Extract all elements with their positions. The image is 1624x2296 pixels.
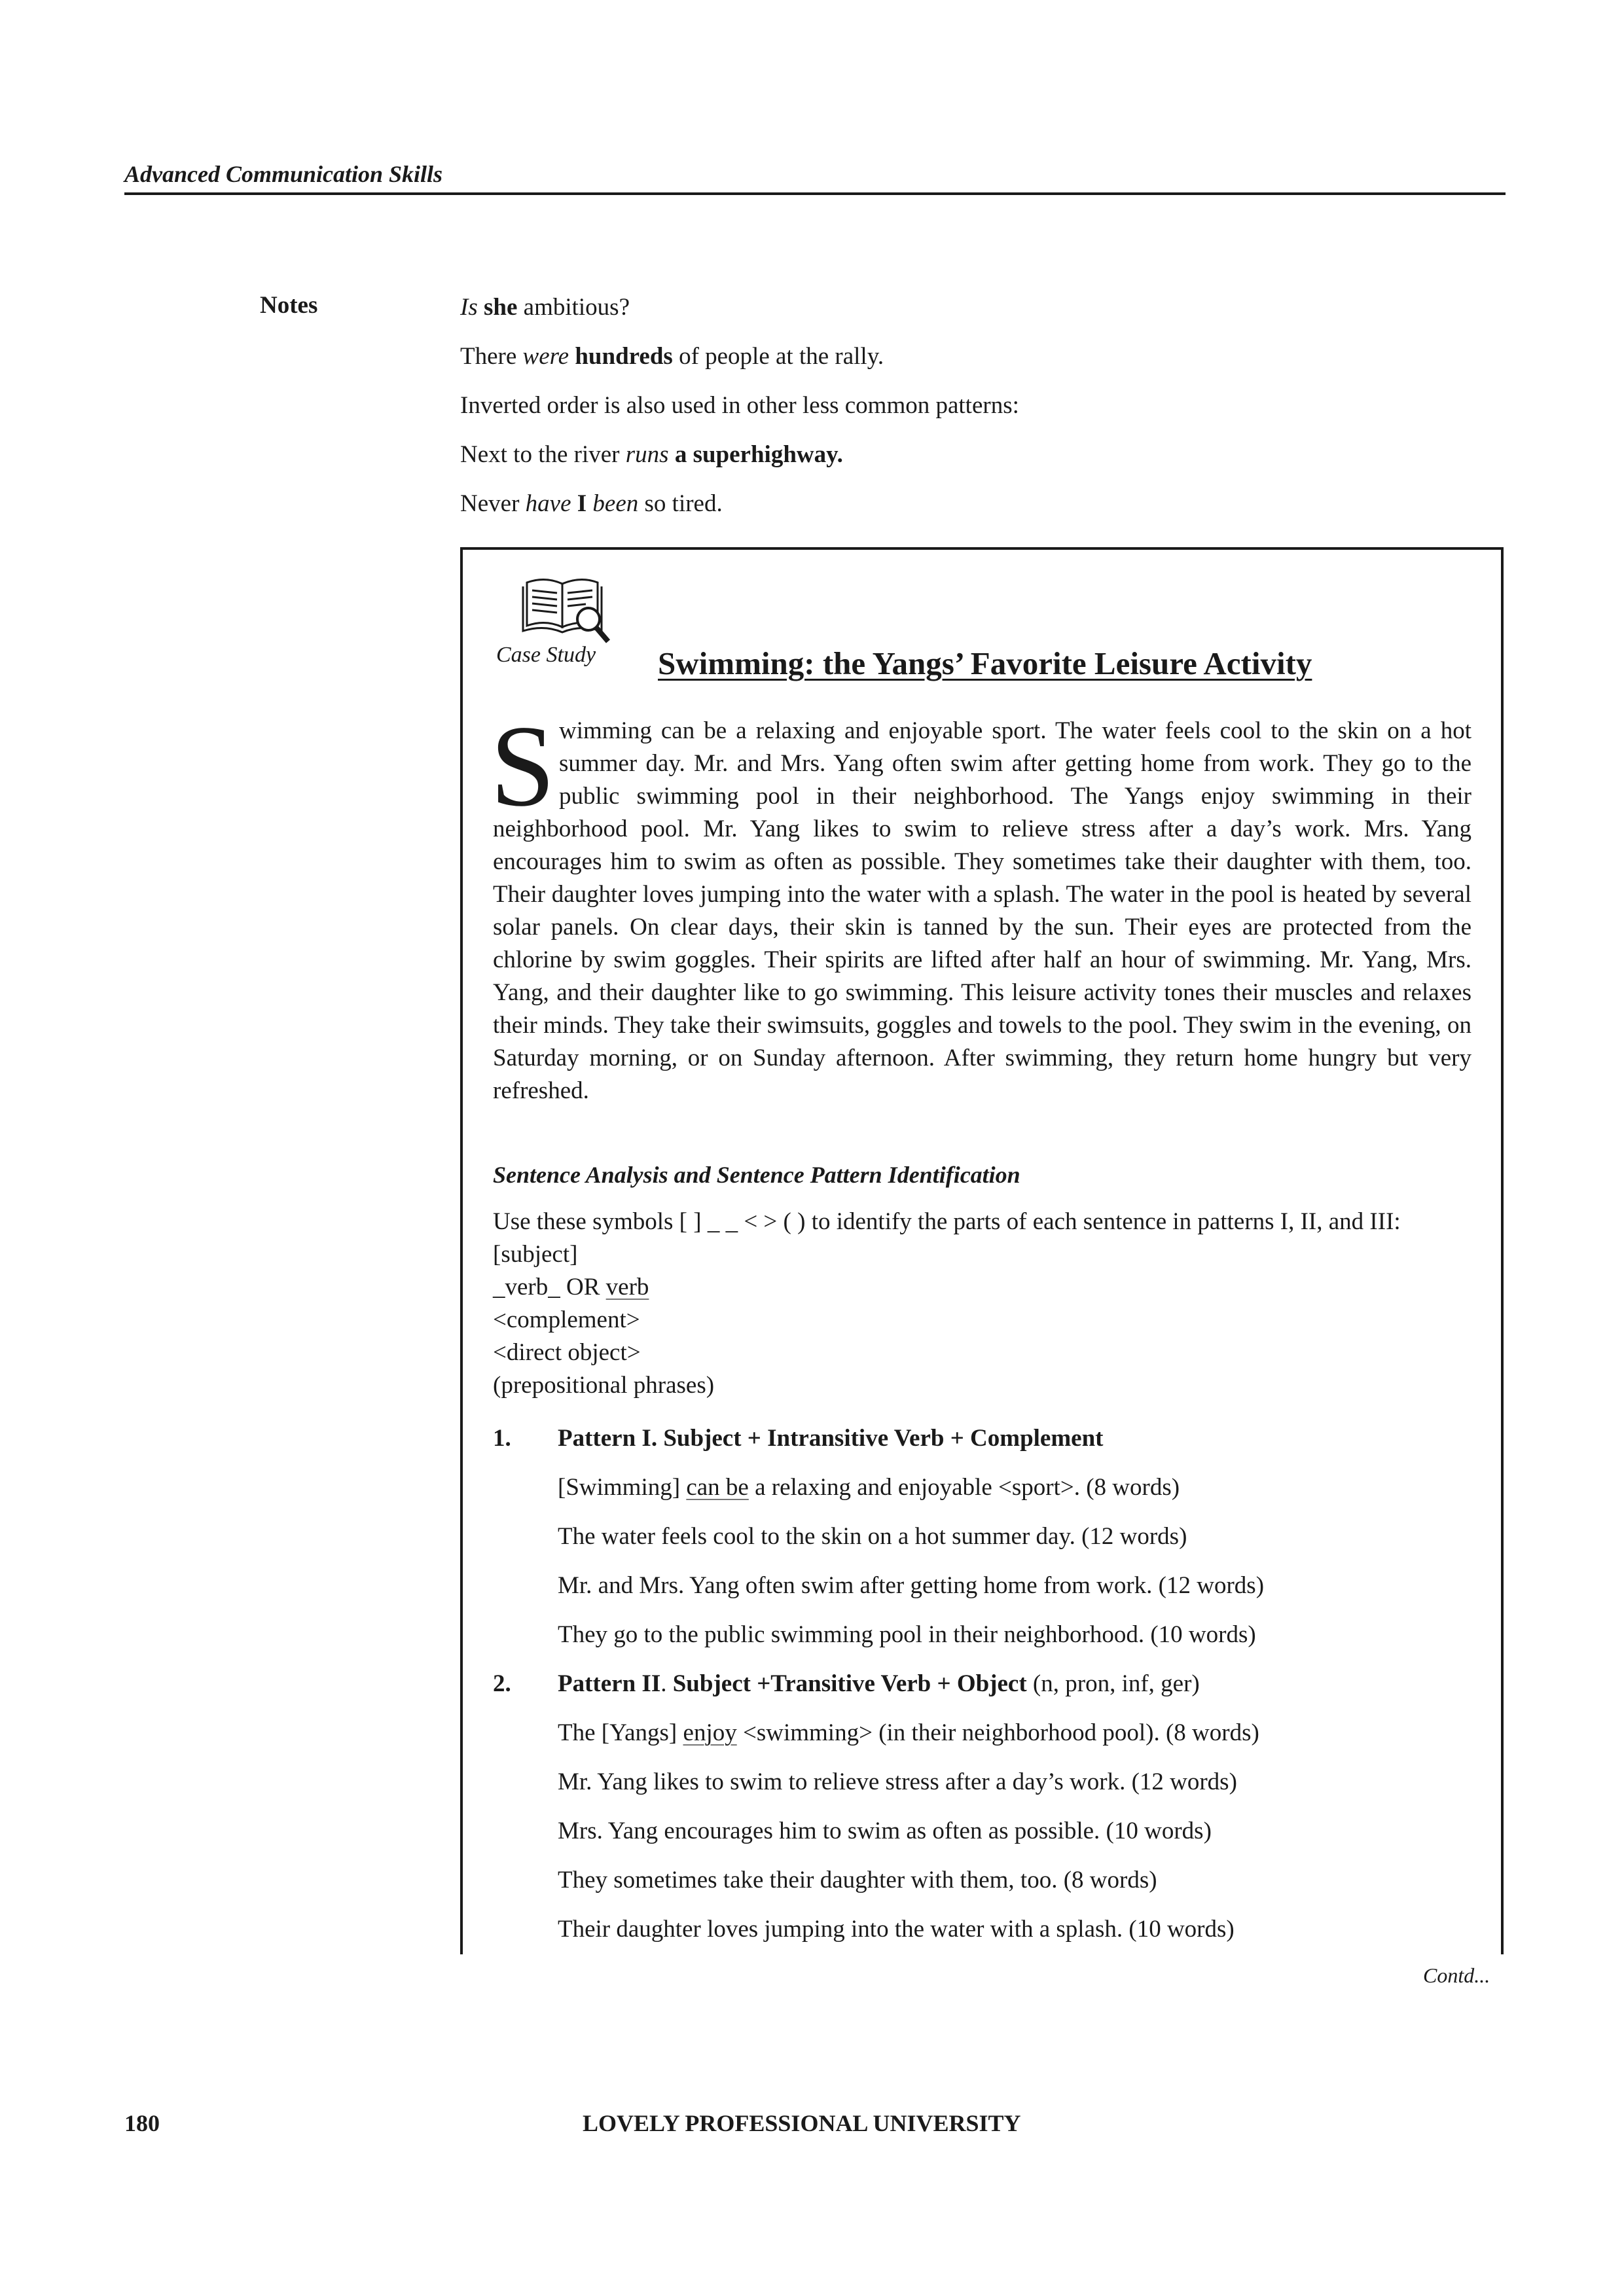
pattern-1-number: 1. xyxy=(493,1425,511,1452)
pattern-1-example-1: [Swimming] can be a relaxing and enjoyable <sport>. (8 words) xyxy=(558,1474,1180,1501)
pattern-1-example-2: The water feels cool to the skin on a hot summer day. (12 words) xyxy=(558,1523,1187,1550)
body-paragraph: wimming can be a relaxing and enjoyable sport. The water feels cool to the skin on a hot summer day. Mr. and Mrs. Yang often swim after getting home from work. They go to the public swimming pool in their neighborhood. The Yangs enjoy swimming in their neighborhood pool. Mr. Yang likes to swim to relieve stress after a day’s work. Mrs. Yang encourages him to swim as often as possible. They sometimes take their daughter with them, too. Their daughter loves jumping into the water with a splash. The water in the pool is heated by several solar panels. On clear days, their skin is tanned by the sun. Their eyes are protected from the chlorine by swim goggles. Their spirits are lifted after half an hour of swimming. Mr. Yang, Mrs. Yang, and their daughter like to go swimming. This leisure activity tones their muscles and relaxes their minds. They take their swimsuits, goggles and towels to the pool. They swim in the evening, on Saturday morning, or on Sunday afternoon. After swimming, they return home hungry but very refreshed. xyxy=(493,717,1471,1104)
symbol-direct-object: <direct object> xyxy=(493,1339,641,1366)
case-study-body xyxy=(490,701,1471,1107)
pattern-2-example-4: They sometimes take their daughter with them, too. (8 words) xyxy=(558,1867,1157,1893)
pattern-2-example-5: Their daughter loves jumping into the water with a splash. (10 words) xyxy=(558,1916,1235,1943)
drop-cap: S xyxy=(490,701,555,831)
symbol-prepositional: (prepositional phrases) xyxy=(493,1372,715,1399)
pattern-2-heading: Pattern II. Subject +Transitive Verb + Object (n, pron, inf, ger) xyxy=(558,1670,1200,1697)
pattern-2-number: 2. xyxy=(493,1670,511,1697)
pattern-2-example-3: Mrs. Yang encourages him to swim as often as possible. (10 words) xyxy=(558,1818,1212,1844)
intro-line-3: Inverted order is also used in other less common patterns: xyxy=(460,392,1019,419)
symbol-verb: _verb_ OR verb xyxy=(493,1274,649,1300)
intro-line-2: There were hundreds of people at the rally. xyxy=(460,343,884,370)
pattern-1-example-4: They go to the public swimming pool in their neighborhood. (10 words) xyxy=(558,1621,1256,1648)
pattern-2-example-1: The [Yangs] enjoy <swimming> (in their neighborhood pool). (8 words) xyxy=(558,1719,1259,1746)
book-magnifier-icon xyxy=(520,569,612,648)
symbols-block xyxy=(493,1206,1401,1402)
case-study-label: Case Study xyxy=(496,643,596,667)
symbols-intro: Use these symbols [ ] _ _ < > ( ) to identify the parts of each sentence in patterns I, II, and III: xyxy=(493,1208,1401,1235)
symbol-subject: [subject] xyxy=(493,1241,578,1268)
running-head: Advanced Communication Skills xyxy=(124,161,443,187)
intro-line-5: Never have I been so tired. xyxy=(460,490,723,517)
intro-line-4: Next to the river runs a superhighway. xyxy=(460,441,843,468)
intro-line-1: Is she ambitious? xyxy=(460,294,630,321)
case-study-title: Swimming: the Yangs’ Favorite Leisure Activity xyxy=(658,645,1312,681)
footer-university: LOVELY PROFESSIONAL UNIVERSITY xyxy=(583,2110,1021,2136)
analysis-heading: Sentence Analysis and Sentence Pattern Identification xyxy=(493,1162,1020,1188)
notes-label: Notes xyxy=(260,292,318,319)
pattern-1-example-3: Mr. and Mrs. Yang often swim after getting home from work. (12 words) xyxy=(558,1572,1265,1599)
symbol-complement: <complement> xyxy=(493,1306,640,1333)
header-rule xyxy=(124,192,1506,195)
continued-label: Contd... xyxy=(1423,1964,1490,1987)
pattern-1-heading: Pattern I. Subject + Intransitive Verb + Complement xyxy=(558,1425,1104,1452)
pattern-2-example-2: Mr. Yang likes to swim to relieve stress after a day’s work. (12 words) xyxy=(558,1768,1237,1795)
page-number: 180 xyxy=(124,2110,160,2136)
